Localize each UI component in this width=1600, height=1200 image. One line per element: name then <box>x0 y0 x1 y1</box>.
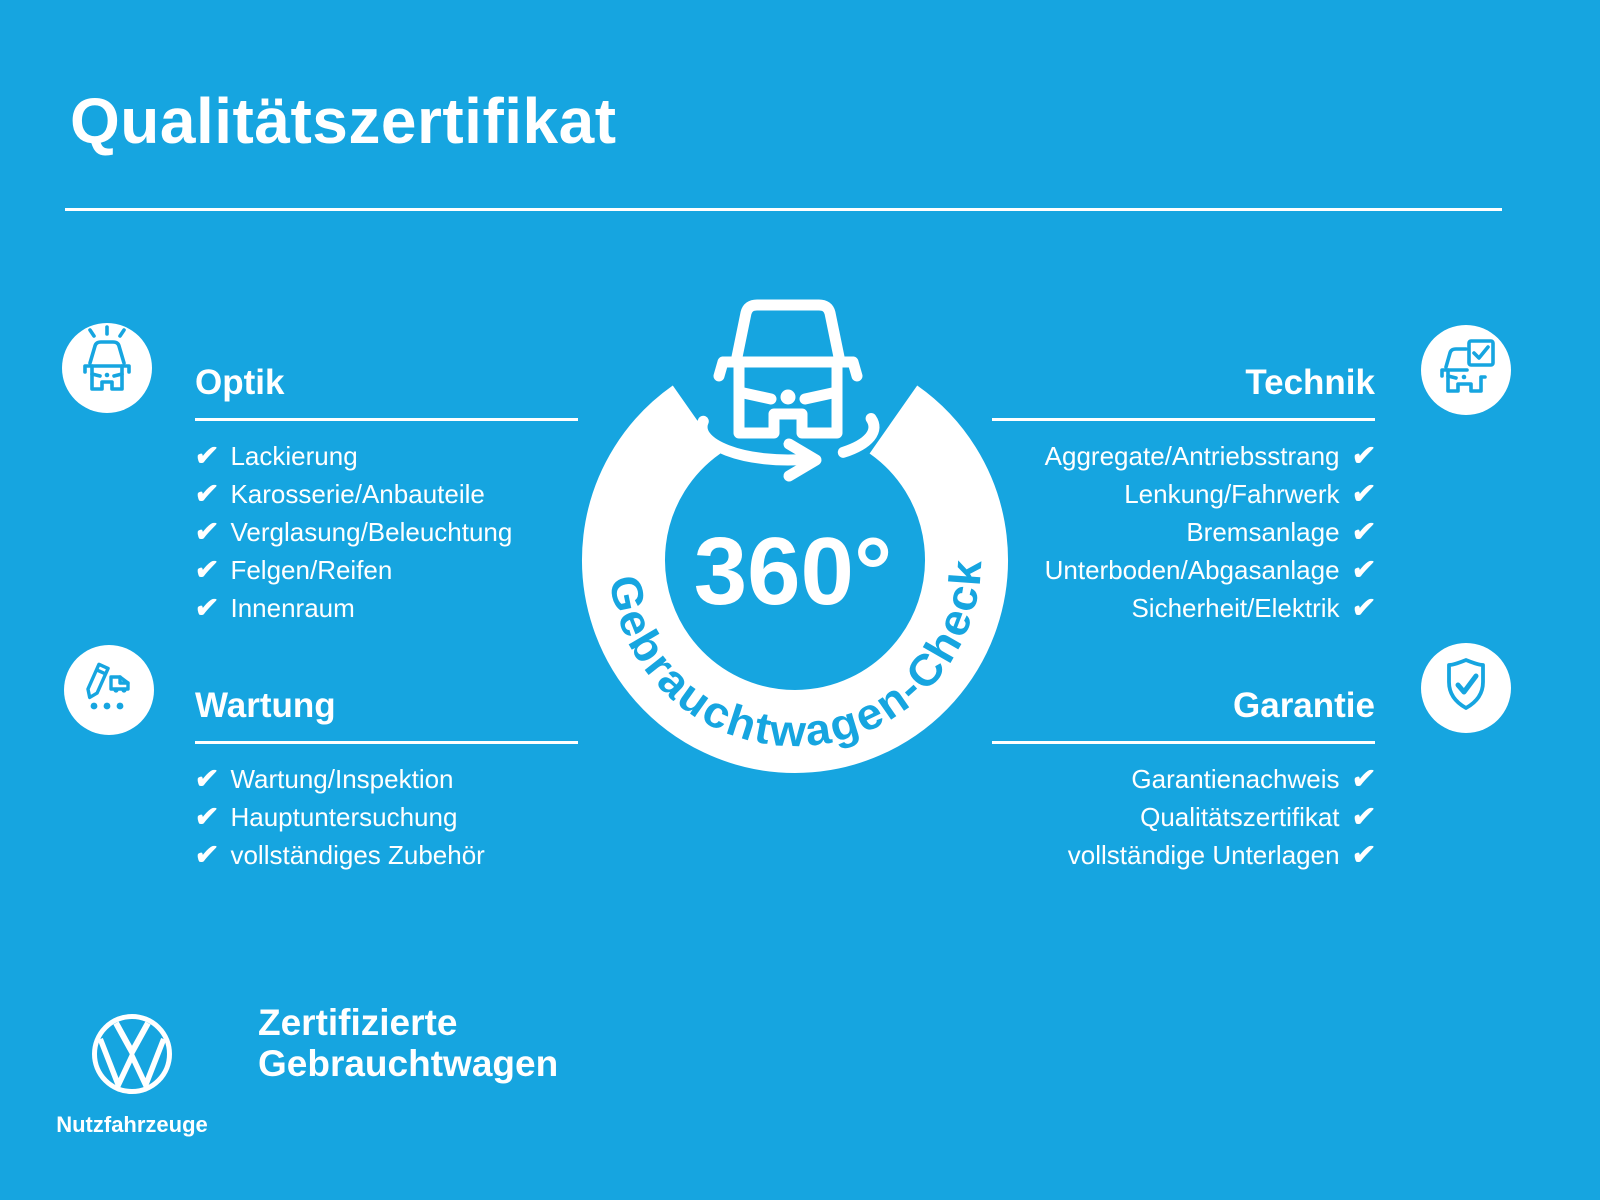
brand-line-1: Zertifizierte <box>258 1002 458 1043</box>
check-icon: ✔ <box>1349 440 1377 471</box>
checklist-item <box>195 513 578 551</box>
sub-brand-label: Nutzfahrzeuge <box>56 1112 208 1137</box>
check-icon: ✔ <box>1349 478 1377 509</box>
item-label: Bremsanlage <box>1186 516 1340 547</box>
check-icon: ✔ <box>1349 839 1377 870</box>
car-checklist-icon <box>1421 325 1511 415</box>
section-title-technik: Technik <box>1245 363 1375 402</box>
item-label: Qualitätszertifikat <box>1140 801 1340 832</box>
checklist-item <box>992 836 1375 874</box>
pencil-van-icon <box>64 645 154 735</box>
check-icon: ✔ <box>193 554 221 585</box>
item-label: Verglasung/Beleuchtung <box>230 516 513 547</box>
check-icon: ✔ <box>193 592 221 623</box>
brand-wordmark <box>258 1002 558 1084</box>
wartung-badge <box>64 645 154 735</box>
item-label: Innenraum <box>230 592 355 623</box>
item-label: Hauptuntersuchung <box>230 801 458 832</box>
check-icon: ✔ <box>193 516 221 547</box>
check-icon: ✔ <box>1349 516 1377 547</box>
rotation-arc-right <box>843 419 874 453</box>
section-divider <box>195 741 578 744</box>
item-label: Wartung/Inspektion <box>230 763 454 794</box>
check-icon: ✔ <box>193 801 221 832</box>
check-icon: ✔ <box>1349 592 1377 623</box>
item-label: Lackierung <box>230 440 358 471</box>
brand-line-2: Gebrauchtwagen <box>258 1043 559 1084</box>
check-icon: ✔ <box>193 478 221 509</box>
car-360-rotation-icon <box>702 305 874 476</box>
car-badge-dot <box>781 390 796 405</box>
checklist-item <box>195 836 578 874</box>
checklist-item <box>195 551 578 589</box>
checklist-item <box>195 798 578 836</box>
section-wartung <box>195 685 578 874</box>
checklist-item <box>195 475 578 513</box>
item-label: Sicherheit/Elektrik <box>1131 592 1340 623</box>
section-title-garantie: Garantie <box>1233 686 1375 725</box>
check-icon: ✔ <box>193 839 221 870</box>
shield-check-icon <box>1421 643 1511 733</box>
item-label: Felgen/Reifen <box>230 554 393 585</box>
garantie-badge <box>1421 643 1511 733</box>
vw-logo <box>90 1012 174 1096</box>
section-optik <box>195 362 578 627</box>
360-check-ring-graphic <box>535 268 1055 792</box>
section-title-wartung: Wartung <box>195 686 336 725</box>
checklist-item <box>195 437 578 475</box>
check-icon: ✔ <box>1349 554 1377 585</box>
car-shine-icon <box>62 323 152 413</box>
item-label: Aggregate/Antriebsstrang <box>1044 440 1340 471</box>
item-label: Karosserie/Anbauteile <box>230 478 485 509</box>
check-icon: ✔ <box>193 440 221 471</box>
checklist-item <box>195 760 578 798</box>
checklist-item <box>195 589 578 627</box>
item-label: vollständiges Zubehör <box>230 839 485 870</box>
title-divider <box>65 208 1502 211</box>
wartung-checklist <box>195 760 578 874</box>
checklist-item <box>992 798 1375 836</box>
item-label: vollständige Unterlagen <box>1067 839 1340 870</box>
check-icon: ✔ <box>1349 801 1377 832</box>
section-divider <box>195 418 578 421</box>
ring-label: Gebrauchtwagen-Check <box>599 557 992 757</box>
optik-checklist <box>195 437 578 627</box>
item-label: Lenkung/Fahrwerk <box>1124 478 1340 509</box>
check-icon: ✔ <box>1349 763 1377 794</box>
technik-badge <box>1421 325 1511 415</box>
page-title: Qualitätszertifikat <box>70 85 617 157</box>
degree-label: 360° <box>693 518 893 625</box>
section-title-optik: Optik <box>195 363 285 402</box>
car-roof <box>737 305 839 357</box>
optik-badge <box>62 323 152 413</box>
item-label: Garantienachweis <box>1131 763 1340 794</box>
check-icon: ✔ <box>193 763 221 794</box>
item-label: Unterboden/Abgasanlage <box>1044 554 1340 585</box>
